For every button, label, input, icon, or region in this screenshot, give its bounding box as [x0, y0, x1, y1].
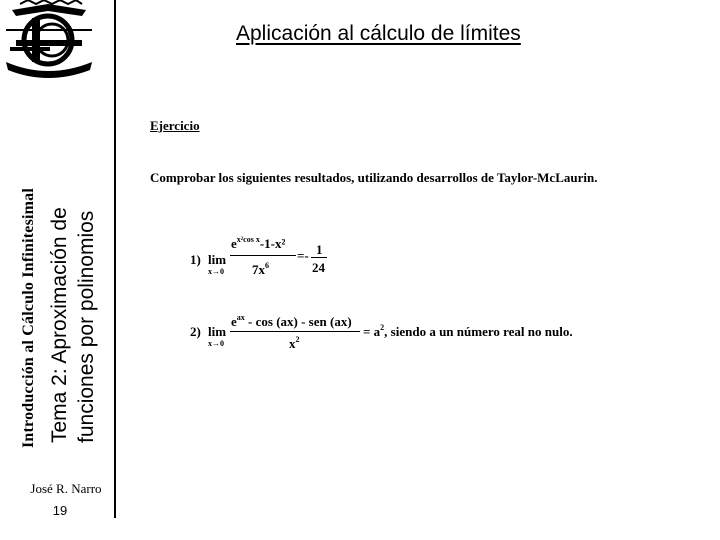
- exercise-1-equals: =-: [297, 248, 309, 263]
- exercise-2-lim: lim: [208, 324, 227, 339]
- exercise-1-result-den: 24: [312, 260, 325, 275]
- topic-title-line1: Tema 2: Aproximación de: [48, 207, 71, 443]
- exercise-2: [190, 312, 610, 356]
- slide-title: Aplicación al cálculo de límites: [236, 22, 521, 45]
- exercise-1-lim-sub: x→0: [208, 267, 224, 276]
- exercise-2-fraction-bar: [230, 331, 360, 332]
- exercise-2-numerator: $e^{ax}$ - cos (ax) - sen (ax): [231, 313, 352, 329]
- exercise-1-label: 1): [190, 252, 201, 267]
- exercise-2-equals: = $a^2$, siendo a un número real no nulo.: [363, 323, 573, 339]
- page-number: 19: [52, 503, 68, 518]
- exercise-1-denominator: $7x^6$: [252, 261, 269, 277]
- exercise-1-lim: lim: [208, 252, 227, 267]
- university-crest-logo: [2, 0, 96, 78]
- exercise-heading: Ejercicio: [150, 118, 200, 133]
- exercise-statement: Comprobar los siguientes resultados, utilizando desarrollos de Taylor-McLaurin.: [150, 170, 598, 185]
- topic-title: [46, 207, 100, 443]
- exercise-1-numerator: $e^{x^2cos x}-1-x^2$: [231, 235, 286, 251]
- course-title: Introducción al Cálculo Infinitesimal: [20, 187, 37, 448]
- topic-title-line2: funciones por polinomios: [75, 210, 98, 443]
- exercise-2-label: 2): [190, 324, 201, 339]
- exercise-2-lim-sub: x→0: [208, 339, 224, 348]
- exercise-1-result-num: 1: [316, 242, 323, 257]
- exercise-2-denominator: $x^2$: [289, 335, 300, 351]
- sidebar-divider: [114, 0, 116, 518]
- exercise-1-result-bar: [311, 257, 327, 258]
- exercise-1-fraction-bar: [230, 255, 296, 256]
- author-name: José R. Narro: [30, 481, 102, 496]
- exercise-1: [190, 230, 350, 280]
